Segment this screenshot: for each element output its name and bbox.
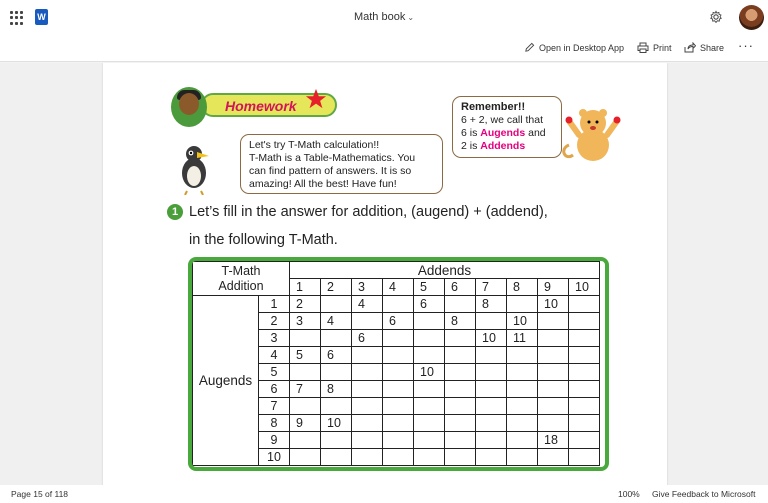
document-title-text[interactable]: Math book [353,11,406,23]
answer-cell[interactable] [445,364,476,381]
answer-cell[interactable] [476,381,507,398]
share-icon [684,42,696,53]
bird-illustration [175,143,213,195]
answer-cell[interactable] [352,449,383,466]
answer-cell[interactable]: 9 [290,415,321,432]
column-header-9: 9 [538,279,569,296]
answer-cell[interactable]: 10 [538,296,569,313]
row-header-5: 5 [259,364,290,381]
answer-cell[interactable] [476,432,507,449]
answer-cell[interactable] [507,432,538,449]
answer-cell[interactable] [445,432,476,449]
row-header-8: 8 [259,415,290,432]
answer-cell[interactable] [445,296,476,313]
answer-cell[interactable] [507,381,538,398]
answer-cell[interactable]: 4 [352,296,383,313]
row-header-6: 6 [259,381,290,398]
answer-cell[interactable] [383,364,414,381]
command-bar [0,35,768,62]
corner-label-2: Addition [218,278,264,293]
answer-cell[interactable] [476,313,507,330]
answer-cell[interactable] [414,415,445,432]
augends-label: Augends [193,296,259,466]
row-header-3: 3 [259,330,290,347]
column-header-4: 4 [383,279,414,296]
row-header-9: 9 [259,432,290,449]
answer-cell[interactable] [538,415,569,432]
tmath-addition-table [192,261,600,466]
answer-cell[interactable]: 6 [414,296,445,313]
remember-line-2: 6 is Augends and [461,127,546,139]
column-header-2: 2 [321,279,352,296]
answer-cell[interactable] [414,347,445,364]
document-page [103,63,667,485]
question-text-line-2: in the following T-Math. [189,232,338,248]
answer-cell[interactable] [538,364,569,381]
column-header-8: 8 [507,279,538,296]
intro-line-2: T-Math is a Table-Mathematics. You [249,152,416,164]
answer-cell[interactable]: 6 [383,313,414,330]
table-row [193,296,600,313]
answer-cell[interactable] [321,398,352,415]
answer-cell[interactable] [383,296,414,313]
column-header-6: 6 [445,279,476,296]
question-number-badge: 1 [167,204,183,220]
answer-cell[interactable] [507,296,538,313]
answer-cell[interactable] [538,313,569,330]
pencil-icon [524,42,535,53]
answer-cell[interactable] [445,449,476,466]
answer-cell[interactable] [569,415,600,432]
row-header-4: 4 [259,347,290,364]
answer-cell[interactable] [445,398,476,415]
remember-line-3: 2 is Addends [461,140,526,152]
augends-highlight: Augends [480,127,526,139]
tmath-table-frame [188,257,609,471]
top-bar [0,0,768,35]
answer-cell[interactable] [569,449,600,466]
answer-cell[interactable]: 10 [414,364,445,381]
answer-cell[interactable] [476,347,507,364]
answer-cell[interactable] [569,381,600,398]
print-button[interactable] [637,42,672,53]
column-header-7: 7 [476,279,507,296]
answer-cell[interactable]: 8 [321,381,352,398]
document-title[interactable] [0,11,768,23]
answer-cell[interactable] [569,347,600,364]
answer-cell[interactable]: 11 [507,330,538,347]
remember-line-1: 6 + 2, we call that [461,114,544,126]
answer-cell[interactable] [445,347,476,364]
intro-speech-bubble [240,134,443,194]
answer-cell[interactable] [538,347,569,364]
answer-cell[interactable] [290,432,321,449]
avatar[interactable] [739,5,764,30]
answer-cell[interactable] [321,296,352,313]
intro-line-3: can find pattern of answers. It is so [249,165,412,177]
column-header-10: 10 [569,279,600,296]
answer-cell[interactable] [538,381,569,398]
answer-cell[interactable] [321,449,352,466]
answer-cell[interactable] [445,415,476,432]
answer-cell[interactable]: 8 [445,313,476,330]
answer-cell[interactable] [383,398,414,415]
answer-cell[interactable] [476,364,507,381]
answer-cell[interactable] [507,347,538,364]
zoom-level[interactable]: 100% [618,489,640,499]
status-bar [0,485,768,503]
answer-cell[interactable]: 10 [321,415,352,432]
table-corner-cell [193,262,290,296]
answer-cell[interactable]: 3 [290,313,321,330]
answer-cell[interactable] [352,347,383,364]
answer-cell[interactable]: 8 [476,296,507,313]
answer-cell[interactable] [383,347,414,364]
addends-header: Addends [290,262,600,279]
intro-line-4: amazing! All the best! Have fun! [249,178,397,190]
answer-cell[interactable]: 2 [290,296,321,313]
answer-cell[interactable] [290,364,321,381]
answer-cell[interactable] [445,381,476,398]
answer-cell[interactable] [352,398,383,415]
answer-cell[interactable]: 7 [290,381,321,398]
question-text-line-1: Let’s fill in the answer for addition, (augend) + (addend), [189,204,548,220]
word-logo-icon[interactable]: W [35,9,48,25]
answer-cell[interactable] [414,381,445,398]
answer-cell[interactable] [383,415,414,432]
answer-cell[interactable] [507,364,538,381]
answer-cell[interactable] [352,364,383,381]
answer-cell[interactable] [352,381,383,398]
document-viewport[interactable] [0,63,768,485]
chevron-down-icon[interactable]: ⌄ [407,13,415,22]
answer-cell[interactable] [569,330,600,347]
row-header-7: 7 [259,398,290,415]
table-header-row [193,262,600,279]
answer-cell[interactable] [352,313,383,330]
print-label: Print [653,42,672,53]
row-header-2: 2 [259,313,290,330]
answer-cell[interactable] [569,432,600,449]
answer-cell[interactable] [569,364,600,381]
open-desktop-button[interactable] [524,42,624,53]
answer-cell[interactable] [383,432,414,449]
answer-cell[interactable] [538,449,569,466]
remember-speech-bubble [452,96,562,158]
answer-cell[interactable]: 6 [352,330,383,347]
answer-cell[interactable] [290,449,321,466]
answer-cell[interactable] [290,398,321,415]
column-header-1: 1 [290,279,321,296]
answer-cell[interactable]: 6 [321,347,352,364]
answer-cell[interactable] [321,432,352,449]
answer-cell[interactable] [569,296,600,313]
answer-cell[interactable] [414,313,445,330]
star-icon [305,88,327,110]
answer-cell[interactable] [321,364,352,381]
answer-cell[interactable] [414,330,445,347]
homework-label: Homework [225,98,297,114]
answer-cell[interactable] [507,449,538,466]
answer-cell[interactable] [414,432,445,449]
gear-icon[interactable] [709,10,723,24]
answer-cell[interactable] [476,415,507,432]
answer-cell[interactable] [538,330,569,347]
more-options-button[interactable]: ··· [738,38,754,53]
addends-highlight: Addends [480,140,526,152]
corner-label-1: T-Math [221,263,261,278]
answer-cell[interactable] [538,398,569,415]
share-button[interactable] [684,42,724,53]
answer-cell[interactable] [507,415,538,432]
intro-line-1: Let's try T-Math calculation!! [249,139,380,151]
answer-cell[interactable] [414,398,445,415]
answer-cell[interactable] [290,330,321,347]
answer-cell[interactable] [321,330,352,347]
share-label: Share [700,42,725,53]
row-header-10: 10 [259,449,290,466]
answer-cell[interactable] [352,415,383,432]
printer-icon [637,42,649,53]
feedback-link[interactable]: Give Feedback to Microsoft [652,489,756,499]
answer-cell[interactable]: 18 [538,432,569,449]
column-header-3: 3 [352,279,383,296]
answer-cell[interactable] [445,330,476,347]
answer-cell[interactable] [383,449,414,466]
row-header-1: 1 [259,296,290,313]
answer-cell[interactable]: 10 [476,330,507,347]
answer-cell[interactable]: 4 [321,313,352,330]
bear-illustration [561,105,625,165]
column-header-5: 5 [414,279,445,296]
answer-cell[interactable] [569,398,600,415]
answer-cell[interactable] [383,381,414,398]
answer-cell[interactable] [414,449,445,466]
answer-cell[interactable]: 10 [507,313,538,330]
answer-cell[interactable] [507,398,538,415]
boy-illustration [171,87,207,127]
answer-cell[interactable] [383,330,414,347]
open-desktop-label: Open in Desktop App [539,42,625,53]
answer-cell[interactable] [569,313,600,330]
remember-title: Remember!! [461,101,526,113]
answer-cell[interactable]: 5 [290,347,321,364]
answer-cell[interactable] [476,449,507,466]
page-count-status: Page 15 of 118 [11,489,69,499]
answer-cell[interactable] [476,398,507,415]
answer-cell[interactable] [352,432,383,449]
